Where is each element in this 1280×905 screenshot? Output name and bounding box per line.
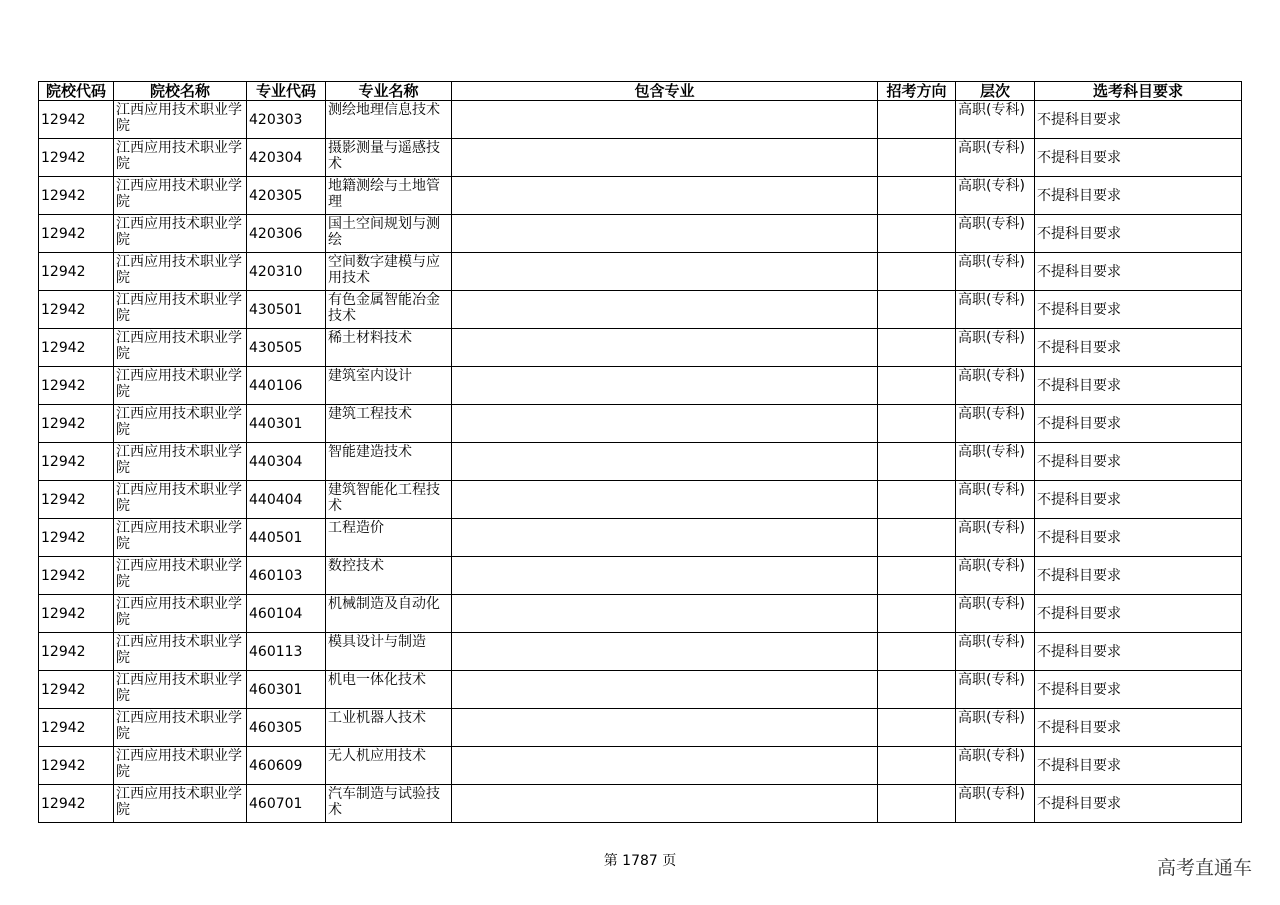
cell-school-name: 江西应用技术职业学院 — [114, 785, 247, 823]
cell-included-majors — [452, 253, 878, 291]
cell-direction — [878, 595, 956, 633]
cell-requirement: 不提科目要求 — [1035, 519, 1242, 557]
cell-requirement: 不提科目要求 — [1035, 443, 1242, 481]
cell-included-majors — [452, 101, 878, 139]
cell-direction — [878, 253, 956, 291]
cell-included-majors — [452, 671, 878, 709]
admissions-table — [38, 81, 1242, 823]
cell-level: 高职(专科) — [956, 633, 1035, 671]
cell-school-name: 江西应用技术职业学院 — [114, 443, 247, 481]
cell-requirement: 不提科目要求 — [1035, 481, 1242, 519]
cell-school-code: 12942 — [39, 367, 114, 405]
cell-included-majors — [452, 481, 878, 519]
cell-direction — [878, 329, 956, 367]
cell-major-code: 440304 — [247, 443, 326, 481]
cell-level: 高职(专科) — [956, 253, 1035, 291]
cell-level: 高职(专科) — [956, 671, 1035, 709]
cell-school-code: 12942 — [39, 405, 114, 443]
cell-direction — [878, 709, 956, 747]
cell-direction — [878, 633, 956, 671]
cell-major-code: 430501 — [247, 291, 326, 329]
cell-school-name: 江西应用技术职业学院 — [114, 633, 247, 671]
cell-direction — [878, 291, 956, 329]
table-body — [39, 101, 1242, 823]
table-row — [39, 291, 1242, 329]
cell-school-name: 江西应用技术职业学院 — [114, 481, 247, 519]
table-row — [39, 177, 1242, 215]
cell-direction — [878, 443, 956, 481]
cell-major-code: 420305 — [247, 177, 326, 215]
cell-level: 高职(专科) — [956, 709, 1035, 747]
cell-included-majors — [452, 633, 878, 671]
cell-included-majors — [452, 709, 878, 747]
cell-included-majors — [452, 367, 878, 405]
cell-school-name: 江西应用技术职业学院 — [114, 709, 247, 747]
cell-direction — [878, 139, 956, 177]
table-header-row — [39, 82, 1242, 101]
cell-school-code: 12942 — [39, 747, 114, 785]
table-row — [39, 405, 1242, 443]
cell-direction — [878, 785, 956, 823]
cell-major-name: 国土空间规划与测绘 — [326, 215, 452, 253]
cell-school-name: 江西应用技术职业学院 — [114, 291, 247, 329]
cell-requirement: 不提科目要求 — [1035, 405, 1242, 443]
cell-direction — [878, 747, 956, 785]
header-direction: 招考方向 — [878, 82, 956, 101]
cell-major-name: 摄影测量与遥感技术 — [326, 139, 452, 177]
cell-requirement: 不提科目要求 — [1035, 785, 1242, 823]
cell-major-code: 440106 — [247, 367, 326, 405]
table-row — [39, 633, 1242, 671]
cell-included-majors — [452, 785, 878, 823]
cell-major-name: 模具设计与制造 — [326, 633, 452, 671]
cell-major-name: 智能建造技术 — [326, 443, 452, 481]
cell-school-code: 12942 — [39, 557, 114, 595]
header-level: 层次 — [956, 82, 1035, 101]
cell-included-majors — [452, 177, 878, 215]
cell-level: 高职(专科) — [956, 481, 1035, 519]
cell-major-name: 汽车制造与试验技术 — [326, 785, 452, 823]
cell-school-name: 江西应用技术职业学院 — [114, 519, 247, 557]
cell-direction — [878, 177, 956, 215]
cell-direction — [878, 405, 956, 443]
table-row — [39, 367, 1242, 405]
cell-level: 高职(专科) — [956, 595, 1035, 633]
cell-major-name: 机电一体化技术 — [326, 671, 452, 709]
cell-major-name: 建筑智能化工程技术 — [326, 481, 452, 519]
cell-major-name: 建筑室内设计 — [326, 367, 452, 405]
table-row — [39, 557, 1242, 595]
cell-major-code: 460113 — [247, 633, 326, 671]
cell-school-name: 江西应用技术职业学院 — [114, 405, 247, 443]
watermark: 高考直通车 — [1156, 857, 1252, 879]
cell-requirement: 不提科目要求 — [1035, 253, 1242, 291]
cell-level: 高职(专科) — [956, 785, 1035, 823]
table-row — [39, 671, 1242, 709]
cell-school-name: 江西应用技术职业学院 — [114, 253, 247, 291]
cell-major-code: 440501 — [247, 519, 326, 557]
cell-major-name: 工程造价 — [326, 519, 452, 557]
cell-school-code: 12942 — [39, 519, 114, 557]
table-row — [39, 519, 1242, 557]
cell-school-code: 12942 — [39, 443, 114, 481]
cell-school-name: 江西应用技术职业学院 — [114, 747, 247, 785]
cell-level: 高职(专科) — [956, 367, 1035, 405]
cell-school-code: 12942 — [39, 785, 114, 823]
cell-level: 高职(专科) — [956, 443, 1035, 481]
cell-level: 高职(专科) — [956, 291, 1035, 329]
cell-school-code: 12942 — [39, 139, 114, 177]
cell-level: 高职(专科) — [956, 101, 1035, 139]
cell-major-code: 420306 — [247, 215, 326, 253]
cell-requirement: 不提科目要求 — [1035, 747, 1242, 785]
cell-major-name: 稀土材料技术 — [326, 329, 452, 367]
cell-major-code: 430505 — [247, 329, 326, 367]
header-major-code: 专业代码 — [247, 82, 326, 101]
cell-included-majors — [452, 595, 878, 633]
cell-major-code: 420304 — [247, 139, 326, 177]
header-included-majors: 包含专业 — [452, 82, 878, 101]
cell-direction — [878, 519, 956, 557]
cell-major-code: 420310 — [247, 253, 326, 291]
cell-school-name: 江西应用技术职业学院 — [114, 101, 247, 139]
cell-major-code: 420303 — [247, 101, 326, 139]
cell-requirement: 不提科目要求 — [1035, 709, 1242, 747]
cell-major-code: 460609 — [247, 747, 326, 785]
cell-school-code: 12942 — [39, 177, 114, 215]
header-school-name: 院校名称 — [114, 82, 247, 101]
cell-school-code: 12942 — [39, 291, 114, 329]
header-requirement: 选考科目要求 — [1035, 82, 1242, 101]
header-major-name: 专业名称 — [326, 82, 452, 101]
cell-included-majors — [452, 519, 878, 557]
cell-included-majors — [452, 405, 878, 443]
table-row — [39, 481, 1242, 519]
cell-requirement: 不提科目要求 — [1035, 595, 1242, 633]
cell-major-code: 460701 — [247, 785, 326, 823]
cell-level: 高职(专科) — [956, 177, 1035, 215]
cell-requirement: 不提科目要求 — [1035, 139, 1242, 177]
cell-requirement: 不提科目要求 — [1035, 671, 1242, 709]
cell-school-code: 12942 — [39, 671, 114, 709]
cell-direction — [878, 481, 956, 519]
cell-level: 高职(专科) — [956, 519, 1035, 557]
cell-level: 高职(专科) — [956, 139, 1035, 177]
cell-major-name: 地籍测绘与土地管理 — [326, 177, 452, 215]
header-school-code: 院校代码 — [39, 82, 114, 101]
cell-major-code: 440404 — [247, 481, 326, 519]
cell-requirement: 不提科目要求 — [1035, 329, 1242, 367]
cell-major-name: 有色金属智能冶金技术 — [326, 291, 452, 329]
cell-major-name: 数控技术 — [326, 557, 452, 595]
cell-school-name: 江西应用技术职业学院 — [114, 671, 247, 709]
cell-school-code: 12942 — [39, 709, 114, 747]
cell-level: 高职(专科) — [956, 405, 1035, 443]
cell-included-majors — [452, 329, 878, 367]
cell-included-majors — [452, 443, 878, 481]
cell-requirement: 不提科目要求 — [1035, 101, 1242, 139]
table-row — [39, 443, 1242, 481]
cell-school-name: 江西应用技术职业学院 — [114, 215, 247, 253]
cell-school-code: 12942 — [39, 101, 114, 139]
cell-direction — [878, 215, 956, 253]
cell-major-code: 460305 — [247, 709, 326, 747]
cell-level: 高职(专科) — [956, 557, 1035, 595]
cell-school-code: 12942 — [39, 215, 114, 253]
cell-major-code: 460104 — [247, 595, 326, 633]
table-row — [39, 595, 1242, 633]
table-row — [39, 747, 1242, 785]
cell-major-name: 建筑工程技术 — [326, 405, 452, 443]
cell-major-name: 工业机器人技术 — [326, 709, 452, 747]
table-row — [39, 253, 1242, 291]
cell-school-name: 江西应用技术职业学院 — [114, 557, 247, 595]
cell-included-majors — [452, 557, 878, 595]
cell-direction — [878, 671, 956, 709]
table-row — [39, 785, 1242, 823]
cell-school-name: 江西应用技术职业学院 — [114, 595, 247, 633]
cell-requirement: 不提科目要求 — [1035, 633, 1242, 671]
cell-school-code: 12942 — [39, 595, 114, 633]
cell-requirement: 不提科目要求 — [1035, 215, 1242, 253]
cell-requirement: 不提科目要求 — [1035, 367, 1242, 405]
page-number: 第 1787 页 — [603, 853, 677, 869]
cell-included-majors — [452, 291, 878, 329]
table-row — [39, 139, 1242, 177]
table-row — [39, 329, 1242, 367]
cell-requirement: 不提科目要求 — [1035, 557, 1242, 595]
cell-major-code: 460301 — [247, 671, 326, 709]
table-row — [39, 101, 1242, 139]
cell-direction — [878, 101, 956, 139]
cell-major-name: 无人机应用技术 — [326, 747, 452, 785]
cell-school-code: 12942 — [39, 329, 114, 367]
cell-level: 高职(专科) — [956, 329, 1035, 367]
cell-school-name: 江西应用技术职业学院 — [114, 329, 247, 367]
cell-major-code: 440301 — [247, 405, 326, 443]
cell-direction — [878, 367, 956, 405]
cell-major-name: 空间数字建模与应用技术 — [326, 253, 452, 291]
cell-school-code: 12942 — [39, 253, 114, 291]
cell-level: 高职(专科) — [956, 215, 1035, 253]
cell-school-name: 江西应用技术职业学院 — [114, 139, 247, 177]
cell-direction — [878, 557, 956, 595]
cell-major-code: 460103 — [247, 557, 326, 595]
cell-included-majors — [452, 215, 878, 253]
cell-requirement: 不提科目要求 — [1035, 177, 1242, 215]
cell-major-name: 测绘地理信息技术 — [326, 101, 452, 139]
table-row — [39, 215, 1242, 253]
cell-included-majors — [452, 747, 878, 785]
table-row — [39, 709, 1242, 747]
cell-level: 高职(专科) — [956, 747, 1035, 785]
cell-school-name: 江西应用技术职业学院 — [114, 177, 247, 215]
cell-school-code: 12942 — [39, 481, 114, 519]
cell-school-name: 江西应用技术职业学院 — [114, 367, 247, 405]
cell-major-name: 机械制造及自动化 — [326, 595, 452, 633]
cell-included-majors — [452, 139, 878, 177]
cell-school-code: 12942 — [39, 633, 114, 671]
cell-requirement: 不提科目要求 — [1035, 291, 1242, 329]
